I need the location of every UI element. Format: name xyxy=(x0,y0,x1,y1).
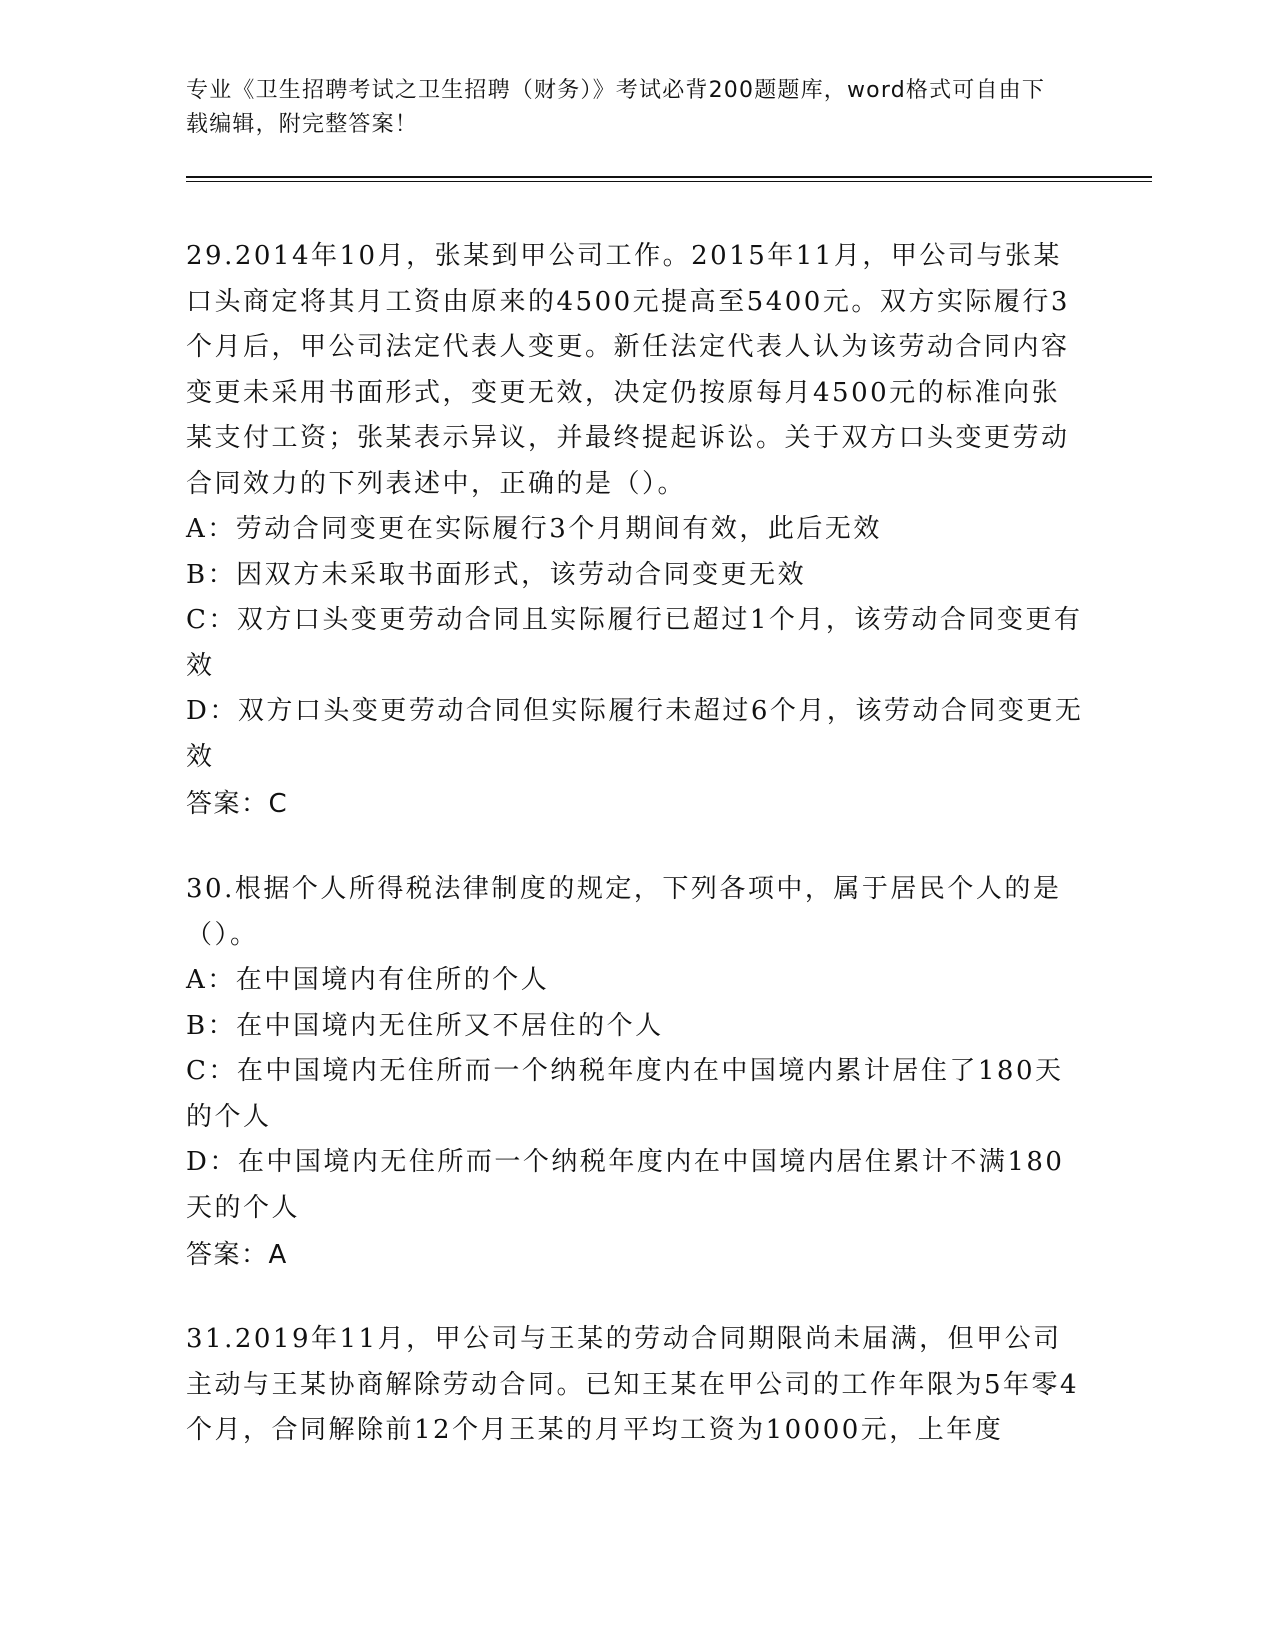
question-stem: 30.根据个人所得税法律制度的规定，下列各项中，属于居民个人的是（）。 xyxy=(186,874,1062,950)
option-b: B：因双方未采取书面形式，该劳动合同变更无效 xyxy=(186,559,807,590)
option-d: D：双方口头变更劳动合同但实际履行未超过6个月，该劳动合同变更无效 xyxy=(186,696,1084,772)
question-30 xyxy=(186,867,1086,1279)
question-stem: 29.2014年10月，张某到甲公司工作。2015年11月，甲公司与张某口头商定将其月工资由原来的4500元提高至5400元。双方实际履行3个月后，甲公司法定代表人变更。新任法定代表人认为该劳动合同内容变更未采用书面形式，变更无效，决定仍按原每月4500元的标准向张某支付工资；张某表示异议，并最终提起诉讼。关于双方口头变更劳动合同效力的下列表述中，正确的是（）。 xyxy=(186,241,1070,499)
option-b: B：在中国境内无住所又不居住的个人 xyxy=(186,1010,664,1041)
header-divider-thin xyxy=(186,181,1152,182)
question-31 xyxy=(186,1317,1086,1454)
option-c: C：双方口头变更劳动合同且实际履行已超过1个月，该劳动合同变更有效 xyxy=(186,605,1083,681)
document-header: 专业《卫生招聘考试之卫生招聘（财务）》考试必背200题题库，word格式可自由下载编辑，附完整答案！ xyxy=(186,78,1046,137)
option-a: A：劳动合同变更在实际履行3个月期间有效，此后无效 xyxy=(186,514,882,544)
answer: 答案：C xyxy=(186,789,289,819)
question-29 xyxy=(186,234,1086,828)
option-a: A：在中国境内有住所的个人 xyxy=(186,965,550,995)
question-stem: 31.2019年11月，甲公司与王某的劳动合同期限尚未届满，但甲公司主动与王某协商解除劳动合同。已知王某在甲公司的工作年限为5年零4个月，合同解除前12个月王某的月平均工资为10000元，上年度 xyxy=(186,1324,1080,1445)
option-d: D：在中国境内无住所而一个纳税年度内在中国境内居住累计不满180天的个人 xyxy=(186,1147,1065,1223)
header-divider-thick xyxy=(186,176,1152,178)
option-c: C：在中国境内无住所而一个纳税年度内在中国境内累计居住了180天的个人 xyxy=(186,1056,1064,1132)
answer: 答案：A xyxy=(186,1240,288,1270)
